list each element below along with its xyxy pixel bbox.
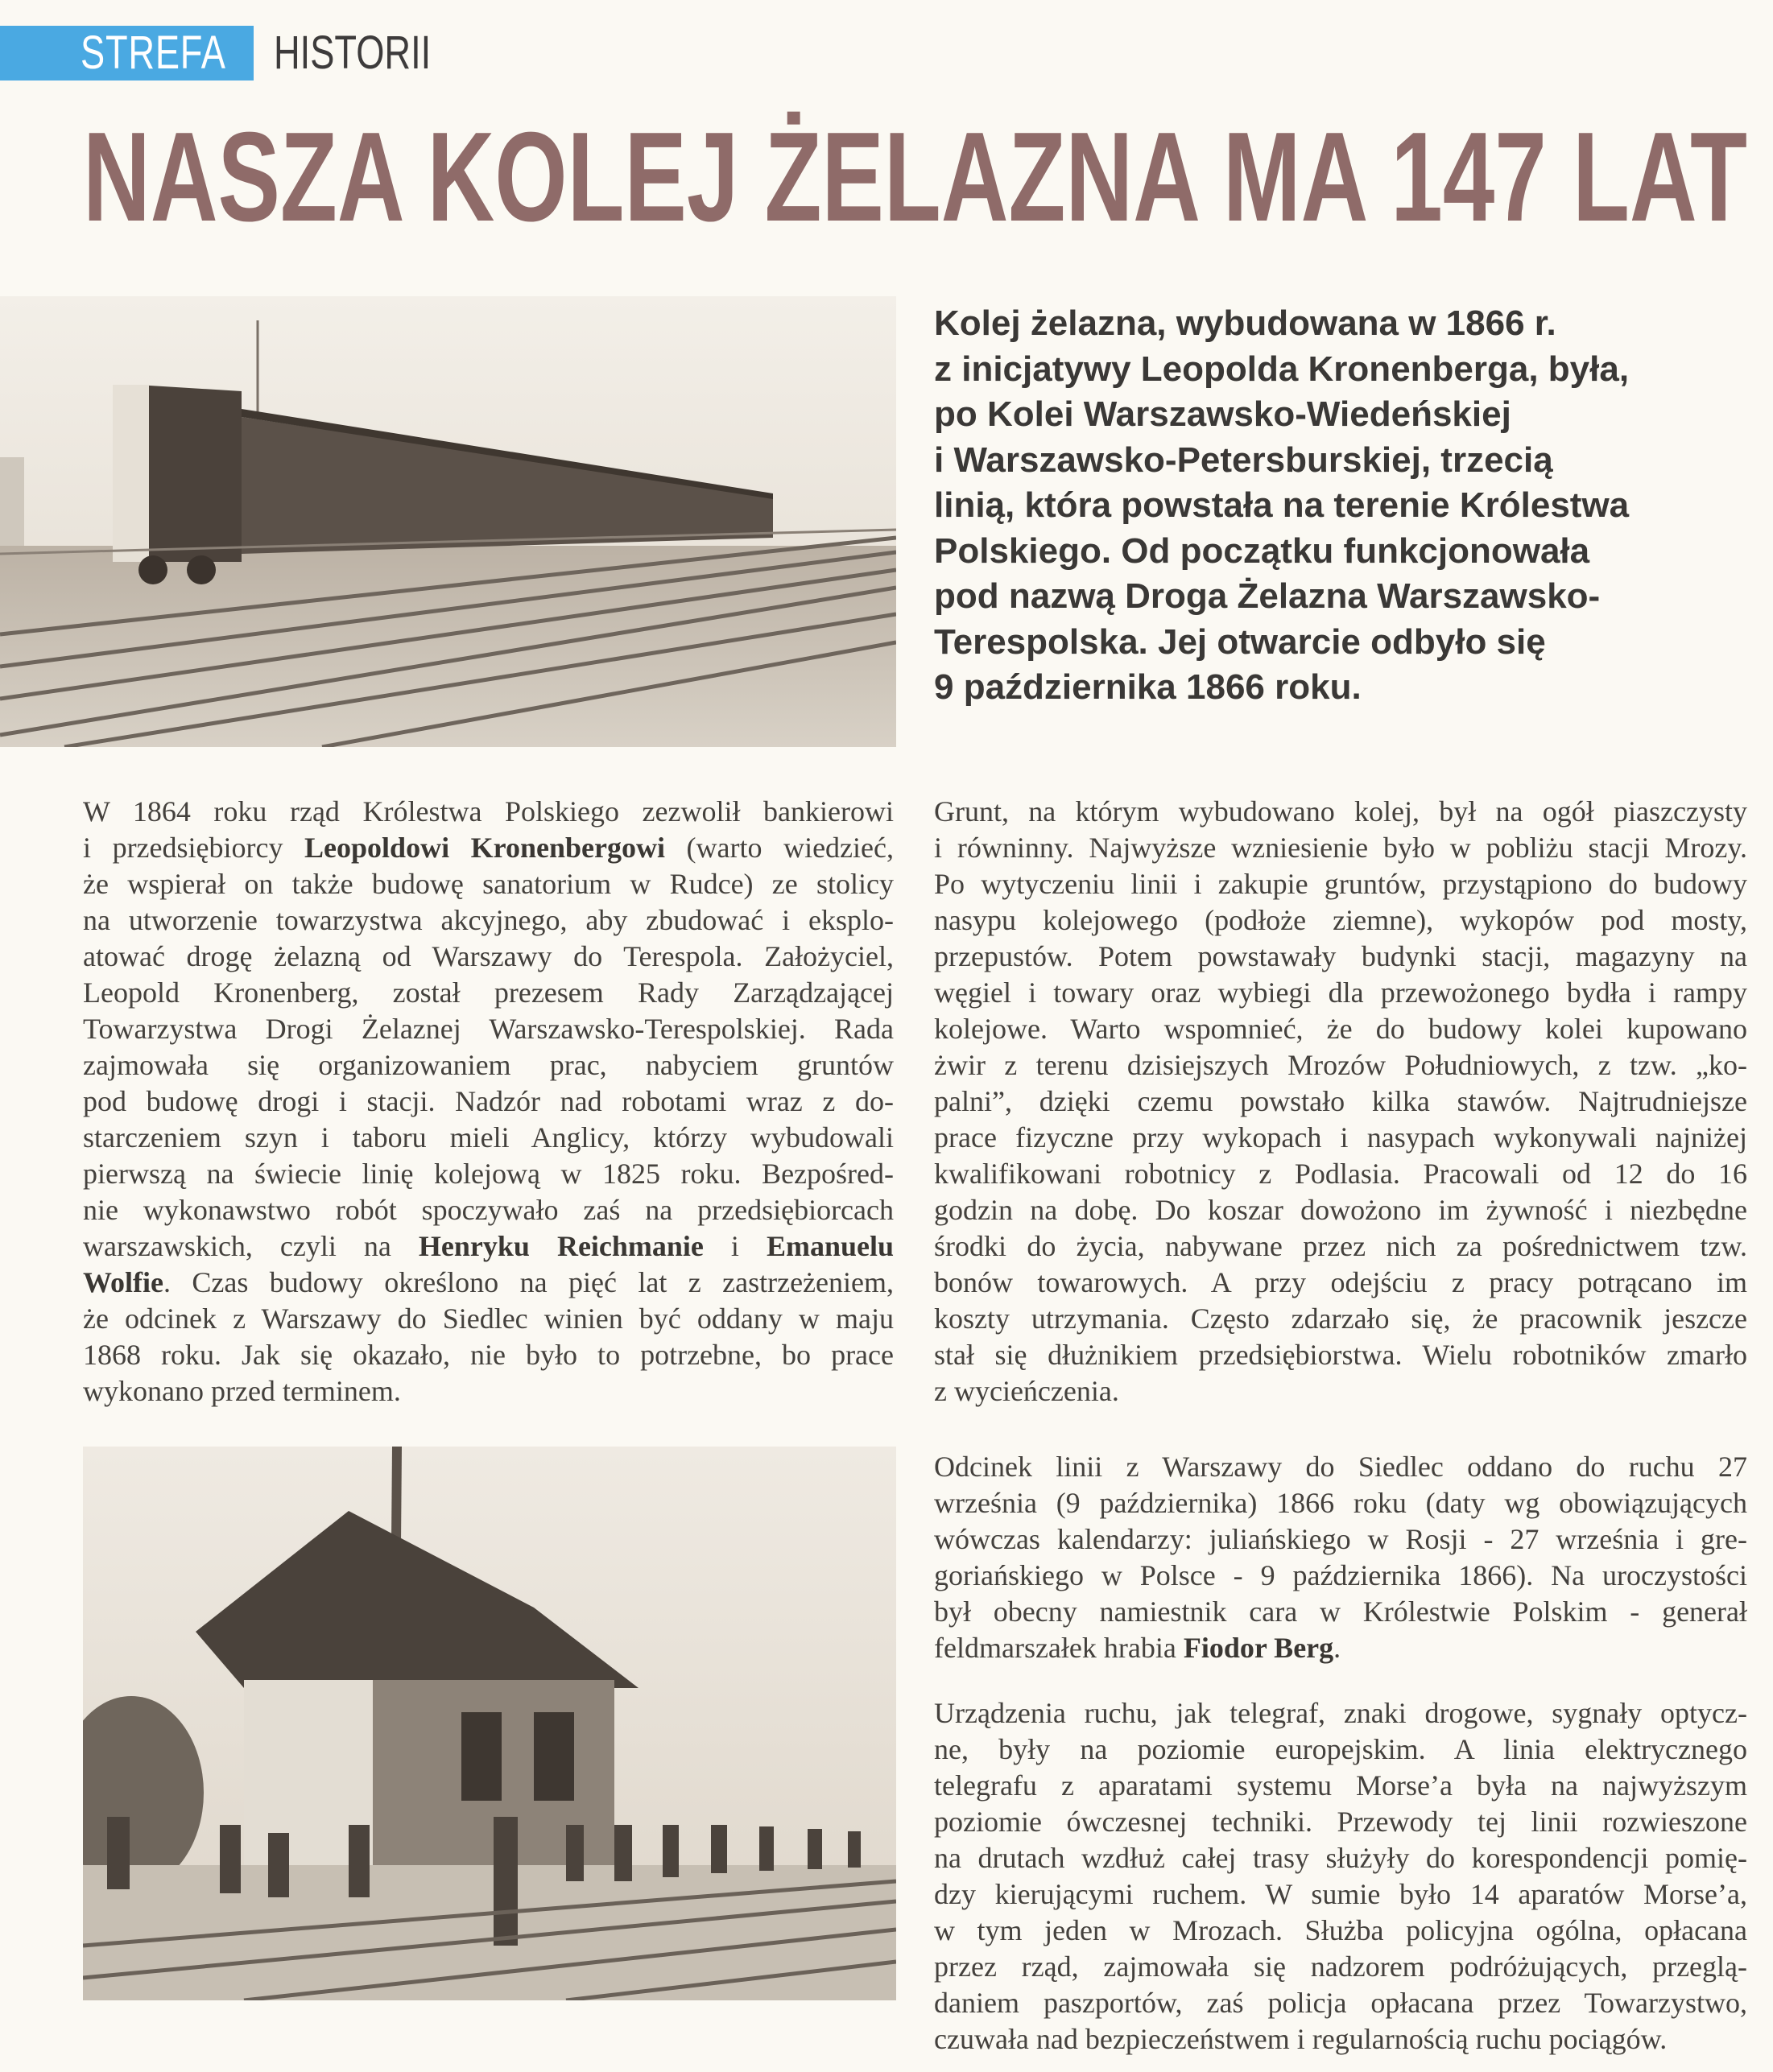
text-run: godzin na dobę. Do koszar dowożono im żywność i niezbędne bbox=[934, 1194, 1747, 1226]
text-run: że odcinek z Warszawy do Siedlec winien być oddany w maju bbox=[83, 1302, 894, 1335]
text-line bbox=[934, 1449, 1747, 1485]
text-line bbox=[83, 1083, 894, 1120]
text-run: kolejowe. Warto wspomnieć, że do budowy kolei kupowano bbox=[934, 1013, 1747, 1045]
text-run: ne, były na poziomie europejskim. A linia elektrycznego bbox=[934, 1733, 1747, 1765]
text-run: Po wytyczeniu linii i zakupie gruntów, przystąpiono do budowy bbox=[934, 868, 1747, 900]
article-paragraph-opening bbox=[934, 1449, 1747, 1666]
text-run: Towarzystwa Drogi Żelaznej Warszawsko-Terespolskiej. Rada bbox=[83, 1013, 894, 1045]
text-line bbox=[934, 2021, 1747, 2058]
lead-line: i Warszawsko-Petersburskiej, trzecią bbox=[934, 440, 1553, 480]
text-run: pod budowę drogi i stacji. Nadzór nad robotami wraz z do- bbox=[83, 1085, 894, 1117]
railway-station-photo bbox=[83, 1447, 896, 2000]
lead-paragraph bbox=[934, 301, 1747, 711]
text-run: 1868 roku. Jak się okazało, nie było to potrzebne, bo prace bbox=[83, 1339, 894, 1371]
text-run: na utworzenie towarzystwa akcyjnego, aby zbudować i eksplo- bbox=[83, 904, 894, 936]
bold-name: Emanuelu bbox=[766, 1230, 894, 1262]
text-line bbox=[934, 1949, 1747, 1985]
text-run: palni”, dzięki czemu powstało kilka stawów. Najtrudniejsze bbox=[934, 1085, 1747, 1117]
section-tag-highlight: STREFA bbox=[81, 27, 226, 79]
article-paragraph-construction bbox=[934, 794, 1747, 1410]
text-line bbox=[83, 1047, 894, 1083]
article-paragraph-telegraph bbox=[934, 1695, 1747, 2058]
bold-name: Wolfie bbox=[83, 1266, 163, 1298]
lead-line: z inicjatywy Leopolda Kronenberga, była, bbox=[934, 349, 1630, 389]
text-run: był obecny namiestnik cara w Królestwie Polskim - generał bbox=[934, 1595, 1747, 1628]
text-run: i równinny. Najwyższe wzniesienie było w pobliżu stacji Mrozy. bbox=[934, 832, 1747, 864]
text-run: warszawskich, czyli na bbox=[83, 1230, 419, 1262]
text-line bbox=[934, 1594, 1747, 1630]
text-run: poziomie ówczesnej techniki. Przewody tej linii rozwieszone bbox=[934, 1806, 1747, 1838]
text-line bbox=[934, 866, 1747, 902]
text-line bbox=[934, 1558, 1747, 1594]
lead-line: Kolej żelazna, wybudowana w 1866 r. bbox=[934, 303, 1556, 343]
text-run: stał się dłużnikiem przedsiębiorstwa. Wielu robotników zmarło bbox=[934, 1339, 1747, 1371]
text-line bbox=[934, 1630, 1747, 1666]
text-line bbox=[83, 1265, 894, 1301]
text-run: przepustów. Potem powstawały budynki stacji, magazyny na bbox=[934, 940, 1747, 972]
text-line bbox=[83, 1120, 894, 1156]
text-run: nasypu kolejowego (podłoże ziemne), wykopów pod mosty, bbox=[934, 904, 1747, 936]
text-line bbox=[83, 1192, 894, 1228]
text-line bbox=[83, 1011, 894, 1047]
text-line bbox=[83, 794, 894, 830]
lead-line: Terespolska. Jej otwarcie odbyło się bbox=[934, 621, 1546, 662]
text-run: Grunt, na którym wybudowano kolej, był na ogół piaszczysty bbox=[934, 795, 1747, 828]
text-run: feldmarszałek hrabia bbox=[934, 1632, 1184, 1664]
text-run: koszty utrzymania. Często zdarzało się, że pracownik jeszcze bbox=[934, 1302, 1747, 1335]
text-run: goriańskiego w Polsce - 9 października 1866). Na uroczystości bbox=[934, 1559, 1747, 1591]
text-line bbox=[83, 1228, 894, 1265]
text-line bbox=[934, 1985, 1747, 2021]
text-run: Urządzenia ruchu, jak telegraf, znaki drogowe, sygnały optycz- bbox=[934, 1697, 1747, 1729]
article-column-left bbox=[83, 794, 894, 1410]
text-run: że wspierał on także budowę sanatorium w Rudce) ze stolicy bbox=[83, 868, 894, 900]
text-run: września (9 października) 1866 roku (daty wg obowiązujących bbox=[934, 1487, 1747, 1519]
text-run: kwalifikowani robotnicy z Podlasia. Pracowali od 12 do 16 bbox=[934, 1158, 1747, 1190]
text-line bbox=[934, 1521, 1747, 1558]
text-run: dzy kierującymi ruchem. W sumie było 14 aparatów Morse’a, bbox=[934, 1878, 1747, 1910]
text-line bbox=[934, 1083, 1747, 1120]
lead-line: 9 października 1866 roku. bbox=[934, 667, 1362, 707]
text-run: daniem paszportów, zaś policja opłacana przez Towarzystwo, bbox=[934, 1987, 1747, 2019]
text-line bbox=[83, 1337, 894, 1373]
text-line bbox=[83, 866, 894, 902]
text-run: na drutach wzdłuż całej trasy służyły do korespondencji pomię- bbox=[934, 1842, 1747, 1874]
lead-line: Polskiego. Od początku funkcjonowała bbox=[934, 530, 1590, 571]
lead-line: linią, która powstała na terenie Królestwa bbox=[934, 485, 1630, 525]
text-line bbox=[934, 794, 1747, 830]
text-line bbox=[934, 1876, 1747, 1913]
text-line bbox=[934, 1840, 1747, 1876]
text-line bbox=[934, 939, 1747, 975]
text-line bbox=[934, 1120, 1747, 1156]
bold-name: Fiodor Berg bbox=[1183, 1632, 1334, 1664]
text-line bbox=[934, 1301, 1747, 1337]
text-run: Odcinek linii z Warszawy do Siedlec oddano do ruchu 27 bbox=[934, 1451, 1747, 1483]
text-run: telegrafu z aparatami systemu Morse’a była na najwyższym bbox=[934, 1769, 1747, 1802]
text-run: . Czas budowy określono na pięć lat z zastrzeżeniem, bbox=[163, 1266, 894, 1298]
text-run: żwir z terenu dzisiejszych Mrozów Południowych, z tzw. „ko- bbox=[934, 1049, 1747, 1081]
text-run: wykonano przed terminem. bbox=[83, 1375, 401, 1407]
text-run: w tym jeden w Mrozach. Służba policyjna ogólna, opłacana bbox=[934, 1914, 1747, 1946]
text-line bbox=[83, 1156, 894, 1192]
text-run: pierwszą na świecie linię kolejową w 1825 roku. Bezpośred- bbox=[83, 1158, 894, 1190]
text-run: środki do życia, nabywane przez nich za pośrednictwem tzw. bbox=[934, 1230, 1747, 1262]
text-line bbox=[934, 1731, 1747, 1768]
text-line bbox=[934, 830, 1747, 866]
text-run: nie wykonawstwo robót spoczywało zaś na przedsiębiorcach bbox=[83, 1194, 894, 1226]
text-line bbox=[934, 1011, 1747, 1047]
text-run: zajmowała się organizowaniem prac, nabyciem gruntów bbox=[83, 1049, 894, 1081]
steam-train-photo bbox=[0, 296, 896, 747]
text-line bbox=[83, 1301, 894, 1337]
text-run: przez rząd, zajmowała się nadzorem podróżujących, przeglą- bbox=[934, 1950, 1747, 1983]
text-run: z wycieńczenia. bbox=[934, 1375, 1119, 1407]
text-run: Leopold Kronenberg, został prezesem Rady Zarządzającej bbox=[83, 976, 894, 1009]
headline: NASZA KOLEJ ŻELAZNA MA 147 LAT bbox=[83, 106, 1747, 248]
text-line bbox=[934, 1047, 1747, 1083]
text-run: atować drogę żelazną od Warszawy do Terespola. Założyciel, bbox=[83, 940, 894, 972]
text-line bbox=[934, 1265, 1747, 1301]
text-line bbox=[934, 902, 1747, 939]
text-line bbox=[934, 1695, 1747, 1731]
bold-name: Henryku Reichmanie bbox=[418, 1230, 704, 1262]
text-line bbox=[83, 902, 894, 939]
railway-station-image bbox=[83, 1447, 896, 2000]
text-line bbox=[83, 1373, 894, 1410]
text-line bbox=[934, 975, 1747, 1011]
text-line bbox=[934, 1485, 1747, 1521]
text-run: czuwała nad bezpieczeństwem i regularnością ruchu pociągów. bbox=[934, 2023, 1668, 2055]
section-tag-label: HISTORII bbox=[274, 27, 432, 79]
text-line bbox=[934, 1337, 1747, 1373]
lead-line: pod nazwą Droga Żelazna Warszawsko- bbox=[934, 576, 1601, 616]
text-run: W 1864 roku rząd Królestwa Polskiego zezwolił bankierowi bbox=[83, 795, 894, 828]
text-run: i bbox=[703, 1230, 767, 1262]
text-run: i przedsiębiorcy bbox=[83, 832, 305, 864]
text-line bbox=[83, 975, 894, 1011]
text-line bbox=[934, 1373, 1747, 1410]
text-run: bonów towarowych. A przy odejściu z pracy potrącano im bbox=[934, 1266, 1747, 1298]
text-line bbox=[934, 1156, 1747, 1192]
text-line bbox=[934, 1913, 1747, 1949]
text-run: węgiel i towary oraz wybiegi dla przewożonego bydła i rampy bbox=[934, 976, 1747, 1009]
text-run: (warto wiedzieć, bbox=[664, 832, 894, 864]
text-line bbox=[934, 1768, 1747, 1804]
text-line bbox=[934, 1228, 1747, 1265]
lead-line: po Kolei Warszawsko-Wiedeńskiej bbox=[934, 394, 1511, 434]
text-line bbox=[83, 939, 894, 975]
text-run: wówczas kalendarzy: juliańskiego w Rosji - 27 września i gre- bbox=[934, 1523, 1747, 1555]
text-run: . bbox=[1333, 1632, 1341, 1664]
text-run: prace fizyczne przy wykopach i nasypach wykonywali najniżej bbox=[934, 1121, 1747, 1154]
bold-name: Leopoldowi Kronenbergowi bbox=[304, 832, 665, 864]
text-run: starczeniem szyn i taboru mieli Anglicy, którzy wybudowali bbox=[83, 1121, 894, 1154]
text-line bbox=[83, 830, 894, 866]
text-line bbox=[934, 1192, 1747, 1228]
text-line bbox=[934, 1804, 1747, 1840]
steam-train-image bbox=[0, 296, 896, 747]
